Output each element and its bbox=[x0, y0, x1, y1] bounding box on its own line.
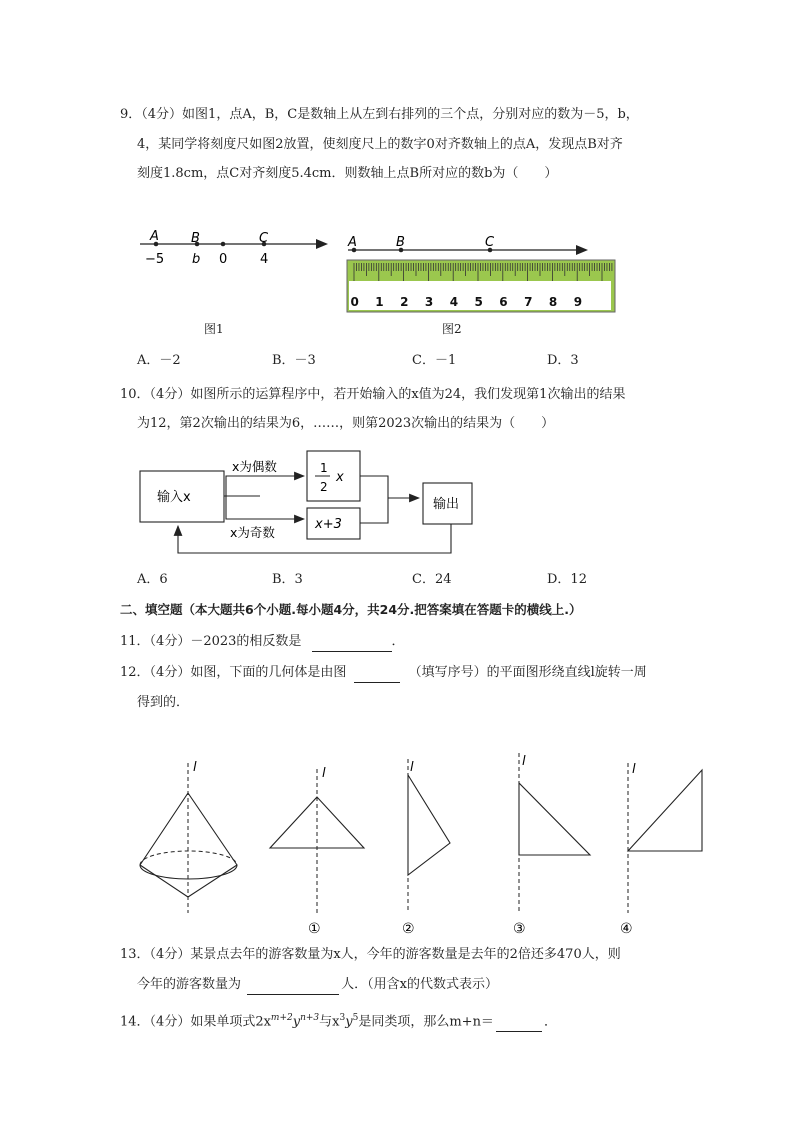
q14-exp-3: 3 bbox=[339, 1013, 346, 1023]
q13-answer-blank[interactable] bbox=[247, 980, 339, 995]
ruler-number-0: 0 bbox=[350, 295, 359, 309]
section-2-heading: 二、填空题（本大题共6个小题.每小题4分，共24分.把答案填在答题卡的横线上.） bbox=[120, 602, 582, 617]
fig1-value-b: b bbox=[192, 252, 201, 267]
ruler-number-9: 9 bbox=[573, 295, 583, 309]
figure-label-3: ③ bbox=[513, 921, 526, 937]
flow-odd-label: x为奇数 bbox=[230, 525, 275, 540]
fig2-caption: 图2 bbox=[442, 322, 462, 336]
ruler-number-2: 2 bbox=[400, 295, 409, 309]
q13-line2-a: 今年的游客数量为 bbox=[137, 977, 242, 992]
fig1-point-c-label: C bbox=[259, 231, 269, 246]
q11-text: 11．（4分）－2023的相反数是 bbox=[120, 634, 302, 649]
q11-line bbox=[120, 632, 405, 652]
axis-label-3: l bbox=[522, 754, 526, 769]
fig1-caption: 图1 bbox=[204, 322, 224, 336]
fig1-value-0: 0 bbox=[219, 252, 228, 267]
figure-label-2: ② bbox=[402, 921, 415, 937]
fig1-value-c: 4 bbox=[260, 252, 269, 267]
axis-label-4: l bbox=[632, 762, 636, 777]
figure-label-4: ④ bbox=[620, 921, 633, 937]
q14-pre: 14．（4分）如果单项式2x bbox=[120, 1014, 271, 1030]
q11-end: ． bbox=[391, 634, 405, 649]
q9-option-c[interactable]: C．－1 bbox=[412, 353, 457, 368]
q12-line1 bbox=[120, 663, 647, 683]
axis-label-solid: l bbox=[193, 760, 197, 775]
figure-2-ruler bbox=[340, 233, 625, 318]
q10-option-c[interactable]: C．24 bbox=[412, 572, 452, 587]
ruler-number-5: 5 bbox=[474, 295, 483, 309]
ruler-number-4: 4 bbox=[449, 295, 459, 309]
q12-answer-blank[interactable] bbox=[354, 668, 400, 683]
q9-option-a[interactable]: A．－2 bbox=[137, 353, 181, 368]
q13-line2-b: 人．（用含x的代数式表示） bbox=[341, 977, 498, 992]
fig2-point-b-label: B bbox=[396, 235, 405, 250]
fig1-point-a-label: A bbox=[150, 229, 159, 244]
flow-output-label: 输出 bbox=[433, 497, 460, 512]
flow-half-denominator: 2 bbox=[320, 480, 328, 494]
ruler-number-6: 6 bbox=[499, 295, 508, 309]
fig2-point-c-label: C bbox=[485, 235, 495, 250]
flow-half-var: x bbox=[336, 470, 344, 485]
q13-line2 bbox=[137, 975, 498, 995]
q11-answer-blank[interactable] bbox=[312, 637, 392, 652]
flow-half-box bbox=[307, 451, 360, 501]
q14-exp-4: 5 bbox=[352, 1013, 359, 1023]
q12-line1-a: 12．（4分）如图，下面的几何体是由图 bbox=[120, 665, 347, 680]
q12-line2: 得到的． bbox=[137, 695, 190, 710]
ruler-number-1: 1 bbox=[375, 295, 384, 309]
flow-half-numerator: 1 bbox=[320, 461, 328, 475]
flow-input-label: 输入x bbox=[157, 490, 191, 505]
axis-label-2: l bbox=[410, 760, 414, 775]
fig1-point-b-label: B bbox=[191, 231, 200, 246]
q14-answer-blank[interactable] bbox=[496, 1017, 542, 1032]
q13-line1: 13．（4分）某景点去年的游客数量为x人，今年的游客数量是去年的2倍还多470人，则 bbox=[120, 947, 621, 962]
q10-line2: 为12，第2次输出的结果为6，……，则第2023次输出的结果为（ ） bbox=[137, 416, 555, 431]
q12-line1-b: （填写序号）的平面图形绕直线l旋转一周 bbox=[408, 665, 647, 680]
q9-option-b[interactable]: B．－3 bbox=[272, 353, 316, 368]
q9-line1: 9．（4分）如图1，点A，B，C是数轴上从左到右排列的三个点，分别对应的数为－5，b， bbox=[120, 107, 639, 122]
figure-1-number-line bbox=[130, 222, 340, 272]
flow-even-label: x为偶数 bbox=[232, 459, 277, 474]
q10-option-b[interactable]: B．3 bbox=[272, 572, 303, 587]
q14-line bbox=[120, 1008, 557, 1032]
flow-plus3-label: x+3 bbox=[315, 517, 342, 532]
q10-option-a[interactable]: A．6 bbox=[137, 572, 168, 587]
q14-mid: 与x bbox=[319, 1014, 340, 1030]
q14-exp-2: n+3 bbox=[300, 1013, 320, 1023]
q14-exp-1: m+2 bbox=[270, 1013, 293, 1023]
q14-post: 是同类项，那么m+n＝ bbox=[358, 1014, 494, 1030]
figure-label-1: ① bbox=[308, 921, 321, 937]
q14-end: ． bbox=[543, 1014, 557, 1030]
q14-y-2: y bbox=[345, 1014, 353, 1030]
fig1-value-a: −5 bbox=[145, 252, 165, 267]
q10-line1: 10．（4分）如图所示的运算程序中，若开始输入的x值为24，我们发现第1次输出的结果 bbox=[120, 387, 626, 402]
fig2-point-a-label: A bbox=[348, 235, 357, 250]
q12-figures bbox=[130, 745, 720, 945]
q9-line2: 4，某同学将刻度尺如图2放置，使刻度尺上的数字0对齐数轴上的点A，发现点B对齐 bbox=[137, 137, 623, 152]
ruler-number-3: 3 bbox=[424, 295, 434, 309]
q9-option-d[interactable]: D．3 bbox=[547, 353, 579, 368]
ruler-number-7: 7 bbox=[524, 295, 533, 309]
q10-flowchart bbox=[130, 445, 490, 560]
ruler-number-8: 8 bbox=[548, 295, 558, 309]
axis-label-1: l bbox=[322, 766, 326, 781]
q9-line3: 刻度1.8cm，点C对齐刻度5.4cm．则数轴上点B所对应的数b为（ ） bbox=[137, 166, 558, 181]
q10-option-d[interactable]: D．12 bbox=[547, 572, 587, 587]
q14-y-1: y bbox=[292, 1014, 301, 1030]
